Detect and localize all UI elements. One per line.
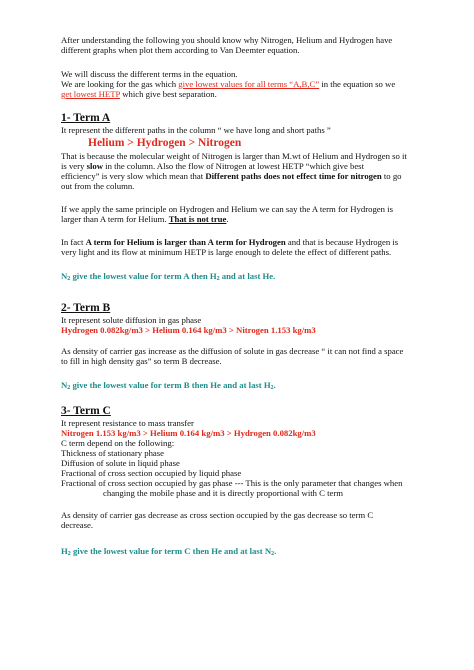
subscript: 2 bbox=[271, 551, 275, 557]
intro-highlight-lowest-hetp: get lowest HETP bbox=[61, 89, 121, 99]
term-c-conclusion bbox=[61, 546, 276, 556]
text: In fact bbox=[61, 237, 86, 247]
subscript: 2 bbox=[270, 385, 274, 391]
intro-text: in the equation so we bbox=[319, 79, 396, 89]
text: give the lowest value for term B then He and at last H bbox=[70, 380, 271, 390]
text: . bbox=[274, 546, 277, 556]
term-c-line3: Diffusion of solute in liquid phase bbox=[61, 458, 180, 468]
intro-line-5 bbox=[61, 89, 217, 99]
text: and at last He. bbox=[219, 271, 276, 281]
term-a-para3-line2: very light and its flow at minimum HETP is large enough to delete the effect of different paths. bbox=[61, 247, 392, 257]
term-c-line5: Fractional of cross section occupied by gas phase --- This is the only parameter that changes when bbox=[61, 478, 403, 488]
text: to go bbox=[381, 171, 402, 181]
term-a-description: It represent the different paths in the column “ we have long and short paths ” bbox=[61, 125, 331, 135]
term-a-para1-line3 bbox=[61, 171, 402, 181]
term-c-line1: C term depend on the following: bbox=[61, 438, 175, 448]
intro-highlight-lowest-values: give lowest values for all terms “A,B,C” bbox=[178, 79, 320, 89]
term-a-order: Helium > Hydrogen > Nitrogen bbox=[88, 137, 242, 149]
intro-text: We are looking for the gas which bbox=[61, 79, 179, 89]
intro-line-4 bbox=[61, 79, 395, 89]
term-c-order: Nitrogen 1.153 kg/m3 > Helium 0.164 kg/m3 > Hydrogen 0.082kg/m3 bbox=[61, 428, 316, 438]
emphasis-slow: slow bbox=[86, 161, 103, 171]
term-b-conclusion bbox=[61, 380, 276, 390]
text: efficiency” is very slow which mean that bbox=[61, 171, 206, 181]
text: is very bbox=[61, 161, 87, 171]
term-b-description: It represent solute diffusion in gas phase bbox=[61, 315, 202, 325]
intro-line-3: We will discuss the different terms in the equation. bbox=[61, 69, 238, 79]
term-a-conclusion bbox=[61, 271, 275, 281]
term-c-heading: 3- Term C bbox=[61, 405, 111, 417]
subscript: 2 bbox=[216, 276, 220, 282]
intro-line-1: After understanding the following you should know why Nitrogen, Helium and Hydrogen have bbox=[61, 35, 393, 45]
text: give the lowest value for term C then He and at last N bbox=[70, 546, 272, 556]
term-c-para1-line2: decrease. bbox=[61, 520, 94, 530]
text: and that is because Hydrogen is bbox=[285, 237, 399, 247]
subscript: 2 bbox=[67, 551, 71, 557]
term-a-para1-line4: out from the column. bbox=[61, 181, 135, 191]
term-a-para3-line1 bbox=[61, 237, 398, 247]
text: give the lowest value for term A then H bbox=[70, 271, 217, 281]
term-c-description: It represent resistance to mass transfer bbox=[61, 418, 194, 428]
text: N bbox=[61, 271, 68, 281]
term-a-heading: 1- Term A bbox=[61, 112, 111, 124]
term-a-para1-line2 bbox=[61, 161, 364, 171]
subscript: 2 bbox=[67, 385, 71, 391]
term-c-line6: changing the mobile phase and it is directly proportional with C term bbox=[103, 488, 344, 498]
emphasis-different-paths: Different paths does not effect time for nitrogen bbox=[205, 171, 382, 181]
text: . bbox=[273, 380, 276, 390]
term-b-heading: 2- Term B bbox=[61, 302, 111, 314]
term-a-para2-line1: If we apply the same principle on Hydrogen and Helium we can say the A term for Hydrogen is bbox=[61, 204, 393, 214]
intro-text: which give best separation. bbox=[120, 89, 217, 99]
text: larger than A term for Helium. bbox=[61, 214, 169, 224]
text: H bbox=[61, 546, 68, 556]
term-c-line2: Thickness of stationary phase bbox=[61, 448, 165, 458]
term-c-line4: Fractional of cross section occupied by liquid phase bbox=[61, 468, 242, 478]
subscript: 2 bbox=[67, 276, 71, 282]
text: in the column. Also the flow of Nitrogen at lowest HETP “which give best bbox=[103, 161, 364, 171]
text: N bbox=[61, 380, 68, 390]
text: . bbox=[226, 214, 229, 224]
intro-line-2: different graphs when plot them according to Van Deemter equation. bbox=[61, 45, 300, 55]
emphasis-helium-larger: A term for Helium is larger than A term for Hydrogen bbox=[85, 237, 286, 247]
term-a-para1-line1: That is because the molecular weight of Nitrogen is larger than M.wt of Helium and Hydrogen so it bbox=[61, 151, 407, 161]
term-a-para2-line2 bbox=[61, 214, 229, 224]
emphasis-not-true: That is not true bbox=[168, 214, 227, 224]
term-c-para1-line1: As density of carrier gas decrease as cross section occupied by the gas decrease so term C bbox=[61, 510, 374, 520]
term-b-para1-line2: to fill in high density gas” so term B decrease. bbox=[61, 356, 222, 366]
term-b-order: Hydrogen 0.082kg/m3 > Helium 0.164 kg/m3 > Nitrogen 1.153 kg/m3 bbox=[61, 325, 316, 335]
term-b-para1-line1: As density of carrier gas increase as the diffusion of solute in gas decrease “ it can not find a space bbox=[61, 346, 404, 356]
